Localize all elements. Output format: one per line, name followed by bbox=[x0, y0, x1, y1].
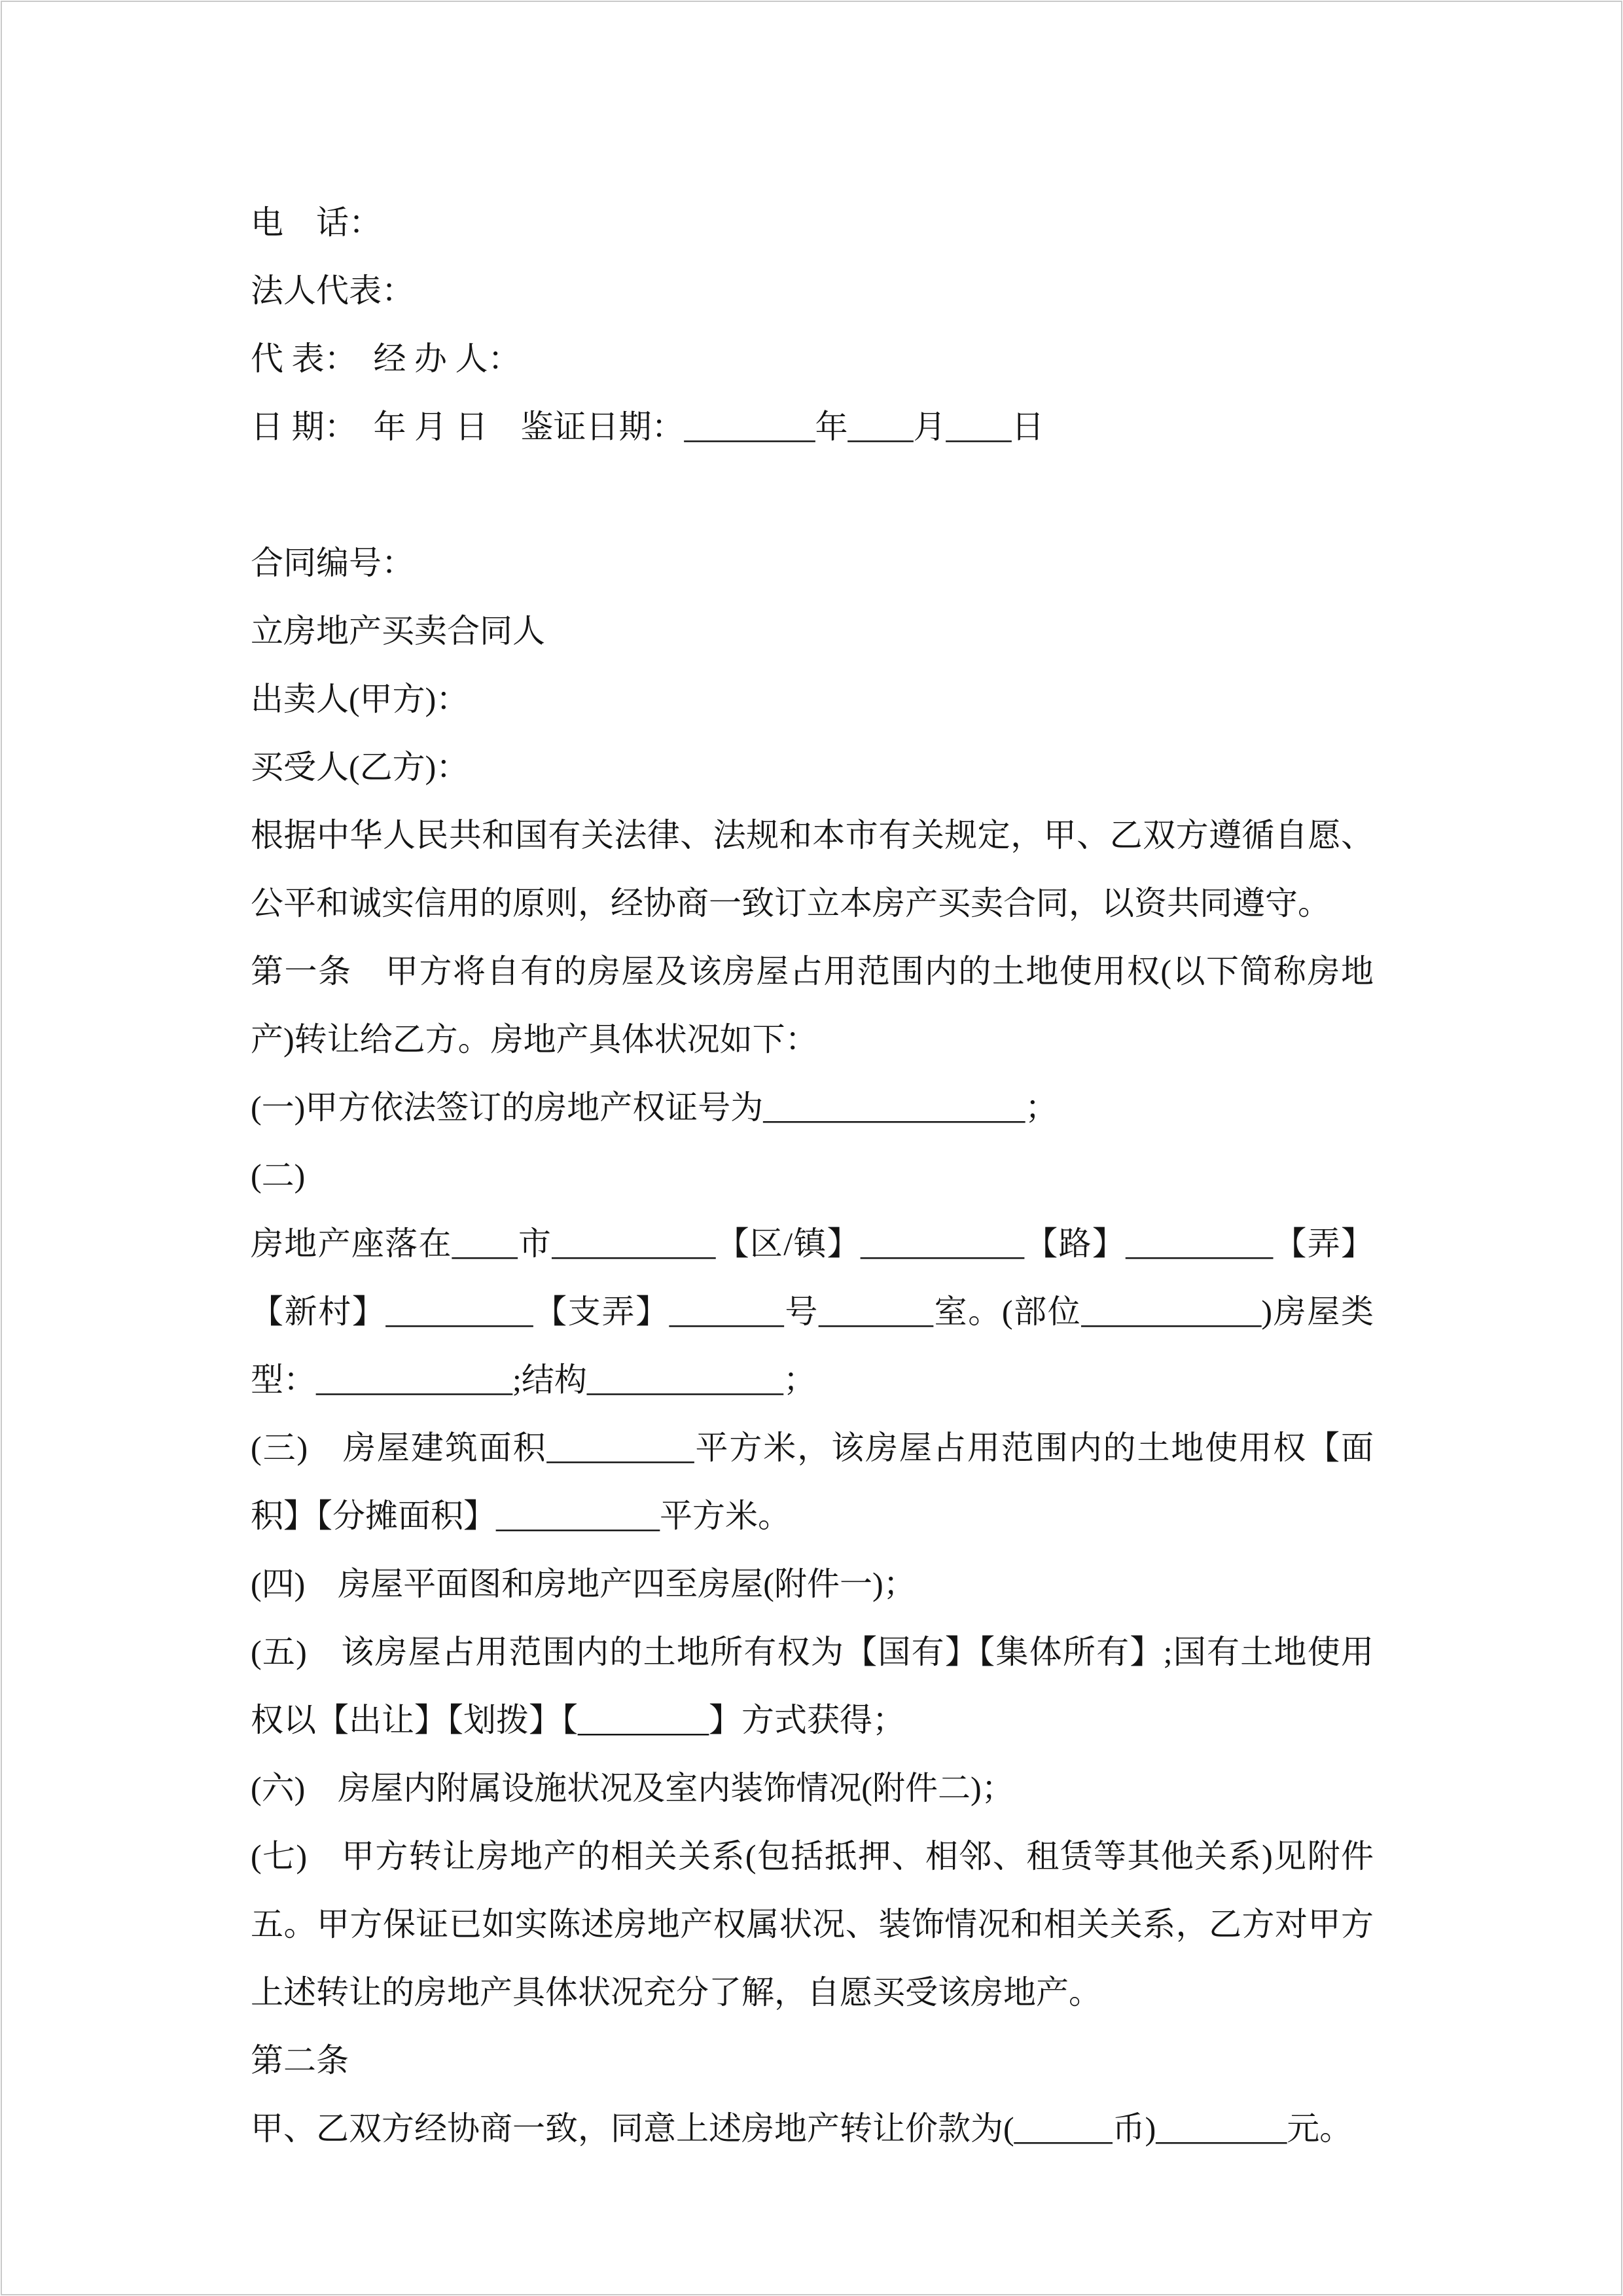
contract-body bbox=[251, 188, 1374, 2162]
parties-title-line: 立房地产买卖合同人 bbox=[251, 613, 545, 649]
clause-4-floorplan: (四) 房屋平面图和房地产四至房屋(附件一)； bbox=[251, 1566, 916, 1602]
seller-line: 出卖人(甲方)： bbox=[251, 681, 469, 717]
article-2-heading: 第二条 bbox=[251, 2042, 349, 2079]
agent-line: 代 表： 经 办 人： bbox=[251, 340, 521, 377]
phone-line: 电 话： bbox=[251, 204, 382, 241]
legal-representative-line: 法人代表： bbox=[251, 272, 414, 309]
article-2-price: 甲、乙双方经协商一致，同意上述房地产转让价款为(______币)________元。 bbox=[251, 2110, 1353, 2147]
clause-2-label: (二) bbox=[251, 1157, 306, 1194]
clause-3-area: (三) 房屋建筑面积_________平方米，该房屋占用范围内的土地使用权【面积】【分摊面积】__________平方米。 bbox=[251, 1429, 1374, 1534]
clause-5-land-ownership: (五) 该房屋占用范围内的土地所有权为【国有】【集体所有】;国有土地使用权以【出让】【划拨】【________】方式获得； bbox=[251, 1634, 1374, 1738]
clause-1-certificate: (一)甲方依法签订的房地产权证号为________________； bbox=[251, 1089, 1058, 1126]
buyer-line: 买受人(乙方)： bbox=[251, 749, 469, 785]
contract-number-line: 合同编号： bbox=[251, 545, 414, 581]
spacer-line bbox=[251, 461, 1374, 529]
article-1-intro: 第一条 甲方将自有的房屋及该房屋占用范围内的土地使用权(以下简称房地产)转让给乙方。房地产具体状况如下： bbox=[251, 953, 1374, 1058]
date-notarization-line: 日 期： 年 月 日 鉴证日期：________年____月____日 bbox=[251, 408, 1044, 445]
clause-6-facilities: (六) 房屋内附属设施状况及室内装饰情况(附件二)； bbox=[251, 1770, 1014, 1806]
clause-2-location: 房地产座落在____市__________【区/镇】__________【路】_________【弄】【新村】_________【支弄】_______号_______室。(部位___________)房屋类型：____________;结构____________； bbox=[251, 1225, 1374, 1398]
clause-7-relations: (七) 甲方转让房地产的相关关系(包括抵押、相邻、租赁等其他关系)见附件五。甲方保证已如实陈述房地产权属状况、装饰情况和相关关系，乙方对甲方上述转让的房地产具体状况充分了解，自愿买受该房地产。 bbox=[251, 1838, 1374, 2011]
preamble-paragraph: 根据中华人民共和国有关法律、法规和本市有关规定，甲、乙双方遵循自愿、公平和诚实信用的原则，经协商一致订立本房产买卖合同，以资共同遵守。 bbox=[251, 817, 1374, 922]
